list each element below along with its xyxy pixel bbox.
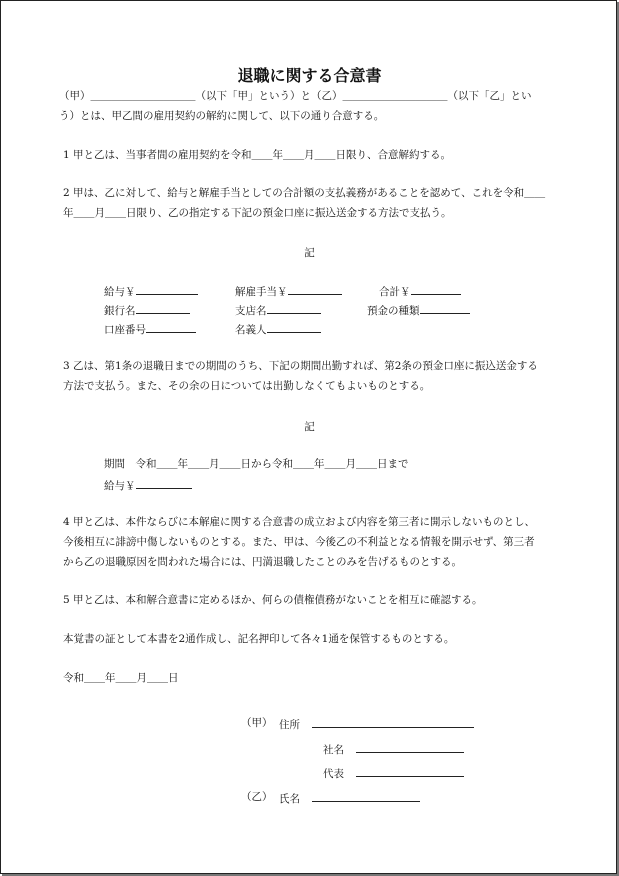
clause-2-line-1: 2 甲は、乙に対して、給与と解雇手当としての合計額の支払義務があることを認めて、これを令和＿＿ xyxy=(63,187,546,199)
name-field: 氏名 xyxy=(279,790,420,806)
closing-statement: 本覚書の証として本書を2通作成し、記名押印して各々1通を保管するものとする。 xyxy=(63,633,455,645)
party-a-label: （甲） xyxy=(241,717,273,729)
field-salary: 給与￥ xyxy=(104,283,198,299)
signing-date: 令和＿＿年＿＿月＿＿日 xyxy=(63,672,179,684)
document-title: 退職に関する合意書 xyxy=(237,66,382,85)
clause-1: 1 甲と乙は、当事者間の雇用契約を令和＿＿年＿＿月＿＿日限り、合意解約する。 xyxy=(63,149,452,161)
field-holder: 名義人 xyxy=(235,321,321,337)
clause-5: 5 甲と乙は、本和解合意書に定めるほか、何らの債権債務がないことを相互に確認する。 xyxy=(63,594,483,606)
field-account-type: 預金の種類 xyxy=(367,302,470,318)
field-total: 合計￥ xyxy=(379,283,461,299)
company-field: 社名 xyxy=(323,741,464,757)
representative-field: 代表 xyxy=(323,765,464,781)
field-severance: 解雇手当￥ xyxy=(235,283,342,299)
clause-3-line-1: 3 乙は、第1条の退職日までの期間のうち、下記の期間出勤すれば、第2条の預金口座に振込送金する xyxy=(63,360,538,372)
clause-4-line-1: 4 甲と乙は、本件ならびに本解雇に関する合意書の成立および内容を第三者に開示しないものとし、 xyxy=(63,516,536,528)
field-branch: 支店名 xyxy=(235,302,321,318)
party-b-label: （乙） xyxy=(241,791,273,803)
field-account-number: 口座番号 xyxy=(104,321,196,337)
period-line: 期間 令和＿＿年＿＿月＿＿日から令和＿＿年＿＿月＿＿日まで xyxy=(104,458,409,470)
intro-line-1: （甲）＿＿＿＿＿＿＿＿＿＿（以下「甲」という）と（乙）＿＿＿＿＿＿＿＿＿＿（以下「乙」とい xyxy=(59,90,532,102)
clause-2-line-2: 年＿＿月＿＿日限り、乙の指定する下記の預金口座に振込送金する方法で支払う。 xyxy=(63,207,452,219)
ki-heading-1: 記 xyxy=(304,247,315,259)
ki-heading-2: 記 xyxy=(304,421,315,433)
clause-3-line-2: 方法で支払う。また、その余の日については出勤しなくてもよいものとする。 xyxy=(63,380,431,392)
field-salary-2: 給与￥ xyxy=(104,477,192,493)
field-bank: 銀行名 xyxy=(104,302,190,318)
address-field: 住所 xyxy=(279,716,474,732)
clause-4-line-3: から乙の退職原因を問われた場合には、円満退職したことのみを告げるものとする。 xyxy=(63,556,462,568)
intro-line-2: う）とは、甲乙間の雇用契約の解約に関して、以下の通り合意する。 xyxy=(59,110,385,122)
clause-4-line-2: 今後相互に誹謗中傷しないものとする。また、甲は、今後乙の不利益となる情報を開示せず、第三者 xyxy=(63,536,535,548)
